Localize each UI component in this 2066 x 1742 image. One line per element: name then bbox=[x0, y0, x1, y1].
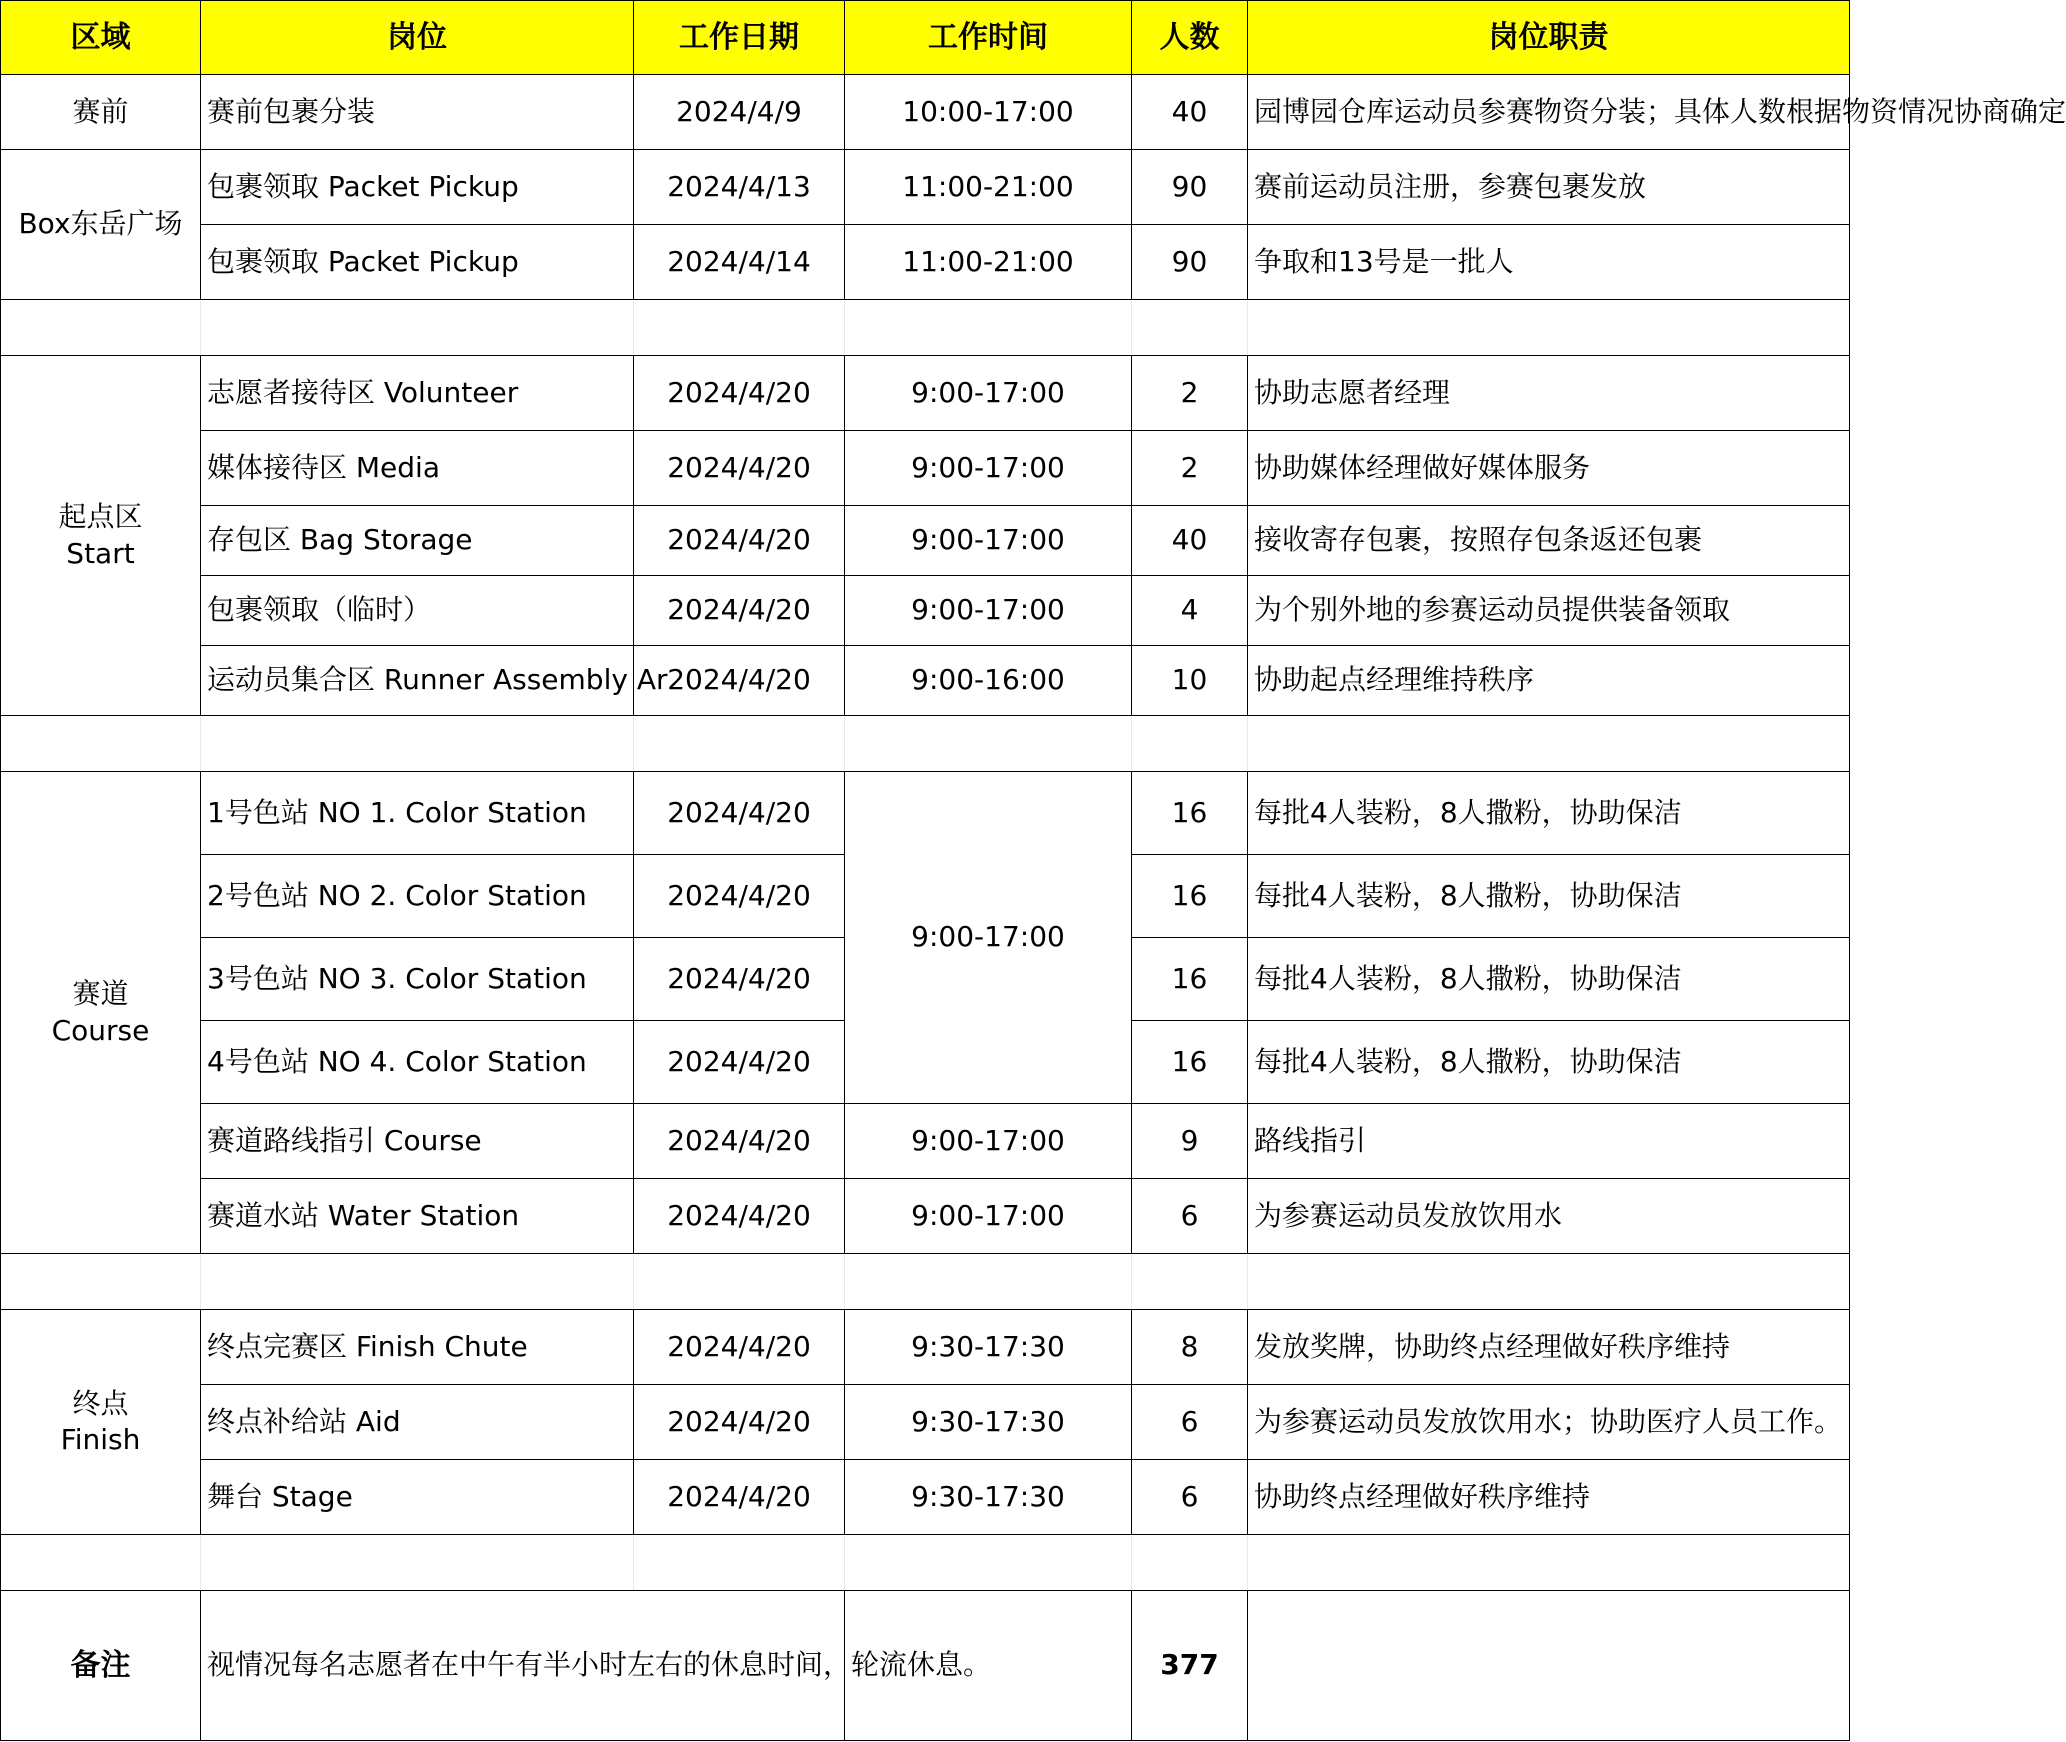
date-cell[interactable]: 2024/4/20 bbox=[634, 1021, 845, 1104]
time-cell[interactable]: 9:00-17:00 bbox=[845, 1104, 1132, 1179]
date-cell[interactable]: 2024/4/9 bbox=[634, 75, 845, 150]
position-cell[interactable]: 包裹领取（临时） bbox=[201, 576, 634, 646]
date-cell[interactable]: 2024/4/20 bbox=[634, 938, 845, 1021]
count-cell[interactable]: 90 bbox=[1132, 225, 1248, 300]
count-cell[interactable]: 2 bbox=[1132, 356, 1248, 431]
duty-cell[interactable]: 接收寄存包裹，按照存包条返还包裹 bbox=[1248, 506, 1850, 576]
time-cell[interactable]: 9:30-17:30 bbox=[845, 1385, 1132, 1460]
header-position[interactable]: 岗位 bbox=[201, 1, 634, 75]
count-cell[interactable]: 40 bbox=[1132, 506, 1248, 576]
time-cell[interactable]: 9:00-17:00 bbox=[845, 506, 1132, 576]
time-cell[interactable]: 10:00-17:00 bbox=[845, 75, 1132, 150]
header-time[interactable]: 工作时间 bbox=[845, 1, 1132, 75]
date-cell[interactable]: 2024/4/20 bbox=[634, 1179, 845, 1254]
date-cell[interactable]: 2024/4/20 bbox=[634, 646, 845, 716]
header-count[interactable]: 人数 bbox=[1132, 1, 1248, 75]
count-cell[interactable]: 90 bbox=[1132, 150, 1248, 225]
duty-cell[interactable]: 协助媒体经理做好媒体服务 bbox=[1248, 431, 1850, 506]
duty-cell[interactable]: 路线指引 bbox=[1248, 1104, 1850, 1179]
duty-cell[interactable]: 协助起点经理维持秩序 bbox=[1248, 646, 1850, 716]
date-cell[interactable]: 2024/4/20 bbox=[634, 1385, 845, 1460]
time-cell[interactable]: 11:00-21:00 bbox=[845, 150, 1132, 225]
duty-cell[interactable]: 发放奖牌，协助终点经理做好秩序维持 bbox=[1248, 1310, 1850, 1385]
spacer-row bbox=[1, 1535, 1850, 1591]
table-row bbox=[1, 772, 1850, 855]
area-start-en: Start bbox=[66, 536, 135, 570]
table-row bbox=[1, 1310, 1850, 1385]
date-cell[interactable]: 2024/4/13 bbox=[634, 150, 845, 225]
area-course-en: Course bbox=[51, 1013, 150, 1047]
time-cell-merged[interactable]: 9:00-17:00 bbox=[845, 772, 1132, 1104]
time-cell[interactable]: 9:00-17:00 bbox=[845, 1179, 1132, 1254]
count-cell[interactable]: 16 bbox=[1132, 855, 1248, 938]
table-row bbox=[1, 75, 1850, 150]
duty-cell[interactable]: 争取和13号是一批人 bbox=[1248, 225, 1850, 300]
position-cell[interactable]: 终点补给站 Aid bbox=[201, 1385, 634, 1460]
remarks-text[interactable]: 视情况每名志愿者在中午有半小时左右的休息时间，轮流休息。 bbox=[201, 1591, 845, 1741]
position-cell[interactable]: 媒体接待区 Media bbox=[201, 431, 634, 506]
header-row bbox=[1, 1, 1850, 75]
table-row bbox=[1, 225, 1850, 300]
area-cell-course[interactable] bbox=[1, 772, 201, 1254]
header-date[interactable]: 工作日期 bbox=[634, 1, 845, 75]
count-cell[interactable]: 6 bbox=[1132, 1460, 1248, 1535]
remarks-row bbox=[1, 1591, 1850, 1741]
count-cell[interactable]: 9 bbox=[1132, 1104, 1248, 1179]
count-cell[interactable]: 2 bbox=[1132, 431, 1248, 506]
count-cell[interactable]: 16 bbox=[1132, 772, 1248, 855]
duty-cell[interactable]: 每批4人装粉，8人撒粉，协助保洁 bbox=[1248, 772, 1850, 855]
date-cell[interactable]: 2024/4/20 bbox=[634, 356, 845, 431]
position-cell[interactable]: 3号色站 NO 3. Color Station bbox=[201, 938, 634, 1021]
area-cell-box[interactable]: Box东岳广场 bbox=[1, 150, 201, 300]
time-cell[interactable]: 9:30-17:30 bbox=[845, 1310, 1132, 1385]
count-cell[interactable]: 16 bbox=[1132, 1021, 1248, 1104]
duty-cell[interactable]: 协助志愿者经理 bbox=[1248, 356, 1850, 431]
area-cell-start[interactable] bbox=[1, 356, 201, 716]
time-cell[interactable]: 9:00-17:00 bbox=[845, 431, 1132, 506]
position-cell[interactable]: 赛道水站 Water Station bbox=[201, 1179, 634, 1254]
date-cell[interactable]: 2024/4/20 bbox=[634, 855, 845, 938]
position-cell[interactable]: 赛前包裹分装 bbox=[201, 75, 634, 150]
duty-cell[interactable]: 为个别外地的参赛运动员提供装备领取 bbox=[1248, 576, 1850, 646]
remarks-label[interactable]: 备注 bbox=[1, 1591, 201, 1741]
duty-cell[interactable]: 赛前运动员注册，参赛包裹发放 bbox=[1248, 150, 1850, 225]
position-cell[interactable]: 1号色站 NO 1. Color Station bbox=[201, 772, 634, 855]
position-cell[interactable]: 舞台 Stage bbox=[201, 1460, 634, 1535]
time-cell[interactable]: 9:30-17:30 bbox=[845, 1460, 1132, 1535]
position-cell[interactable]: 存包区 Bag Storage bbox=[201, 506, 634, 576]
date-cell[interactable]: 2024/4/20 bbox=[634, 1310, 845, 1385]
position-cell[interactable]: 终点完赛区 Finish Chute bbox=[201, 1310, 634, 1385]
position-cell[interactable]: 2号色站 NO 2. Color Station bbox=[201, 855, 634, 938]
remarks-blank-cell[interactable] bbox=[1248, 1591, 1850, 1741]
spacer-row bbox=[1, 1254, 1850, 1310]
duty-cell[interactable]: 每批4人装粉，8人撒粉，协助保洁 bbox=[1248, 1021, 1850, 1104]
time-cell[interactable]: 9:00-17:00 bbox=[845, 356, 1132, 431]
header-area[interactable]: 区域 bbox=[1, 1, 201, 75]
date-cell[interactable]: 2024/4/20 bbox=[634, 772, 845, 855]
duty-cell[interactable]: 每批4人装粉，8人撒粉，协助保洁 bbox=[1248, 938, 1850, 1021]
table-row bbox=[1, 1179, 1850, 1254]
table-row bbox=[1, 646, 1850, 716]
area-start-cn: 起点区 bbox=[58, 500, 143, 534]
duty-cell[interactable]: 协助终点经理做好秩序维持 bbox=[1248, 1460, 1850, 1535]
count-cell[interactable]: 40 bbox=[1132, 75, 1248, 150]
position-cell[interactable]: 包裹领取 Packet Pickup bbox=[201, 225, 634, 300]
duty-cell[interactable]: 为参赛运动员发放饮用水；协助医疗人员工作。 bbox=[1248, 1385, 1850, 1460]
area-cell-finish[interactable] bbox=[1, 1310, 201, 1535]
time-cell[interactable]: 9:00-17:00 bbox=[845, 576, 1132, 646]
duty-cell[interactable]: 园博园仓库运动员参赛物资分装；具体人数根据物资情况协商确定 bbox=[1248, 75, 1850, 150]
count-cell[interactable]: 4 bbox=[1132, 576, 1248, 646]
duty-cell[interactable]: 每批4人装粉，8人撒粉，协助保洁 bbox=[1248, 855, 1850, 938]
table-row bbox=[1, 506, 1850, 576]
position-cell[interactable]: 志愿者接待区 Volunteer bbox=[201, 356, 634, 431]
area-cell-pre[interactable]: 赛前 bbox=[1, 75, 201, 150]
position-cell[interactable]: 运动员集合区 Runner Assembly Ar bbox=[201, 646, 634, 716]
position-cell[interactable]: 赛道路线指引 Course bbox=[201, 1104, 634, 1179]
date-cell[interactable]: 2024/4/20 bbox=[634, 1104, 845, 1179]
table-row bbox=[1, 150, 1850, 225]
table-row bbox=[1, 356, 1850, 431]
area-finish-cn: 终点 bbox=[72, 1386, 129, 1420]
time-cell[interactable]: 9:00-16:00 bbox=[845, 646, 1132, 716]
table-row bbox=[1, 431, 1850, 506]
position-cell[interactable]: 4号色站 NO 4. Color Station bbox=[201, 1021, 634, 1104]
duty-cell[interactable]: 为参赛运动员发放饮用水 bbox=[1248, 1179, 1850, 1254]
count-cell[interactable]: 16 bbox=[1132, 938, 1248, 1021]
spacer-row bbox=[1, 300, 1850, 356]
date-cell[interactable]: 2024/4/20 bbox=[634, 576, 845, 646]
area-finish-en: Finish bbox=[60, 1423, 141, 1456]
position-cell[interactable]: 包裹领取 Packet Pickup bbox=[201, 150, 634, 225]
date-cell[interactable]: 2024/4/20 bbox=[634, 506, 845, 576]
total-count[interactable]: 377 bbox=[1132, 1591, 1248, 1741]
area-course-cn: 赛道 bbox=[72, 977, 129, 1011]
count-cell[interactable]: 10 bbox=[1132, 646, 1248, 716]
count-cell[interactable]: 6 bbox=[1132, 1179, 1248, 1254]
table-row bbox=[1, 576, 1850, 646]
date-cell[interactable]: 2024/4/20 bbox=[634, 431, 845, 506]
table-row bbox=[1, 1104, 1850, 1179]
header-duty[interactable]: 岗位职责 bbox=[1248, 1, 1850, 75]
count-cell[interactable]: 6 bbox=[1132, 1385, 1248, 1460]
spacer-row bbox=[1, 716, 1850, 772]
date-cell[interactable]: 2024/4/14 bbox=[634, 225, 845, 300]
time-cell[interactable]: 11:00-21:00 bbox=[845, 225, 1132, 300]
date-cell[interactable]: 2024/4/20 bbox=[634, 1460, 845, 1535]
table-row bbox=[1, 1385, 1850, 1460]
table-row bbox=[1, 1460, 1850, 1535]
count-cell[interactable]: 8 bbox=[1132, 1310, 1248, 1385]
